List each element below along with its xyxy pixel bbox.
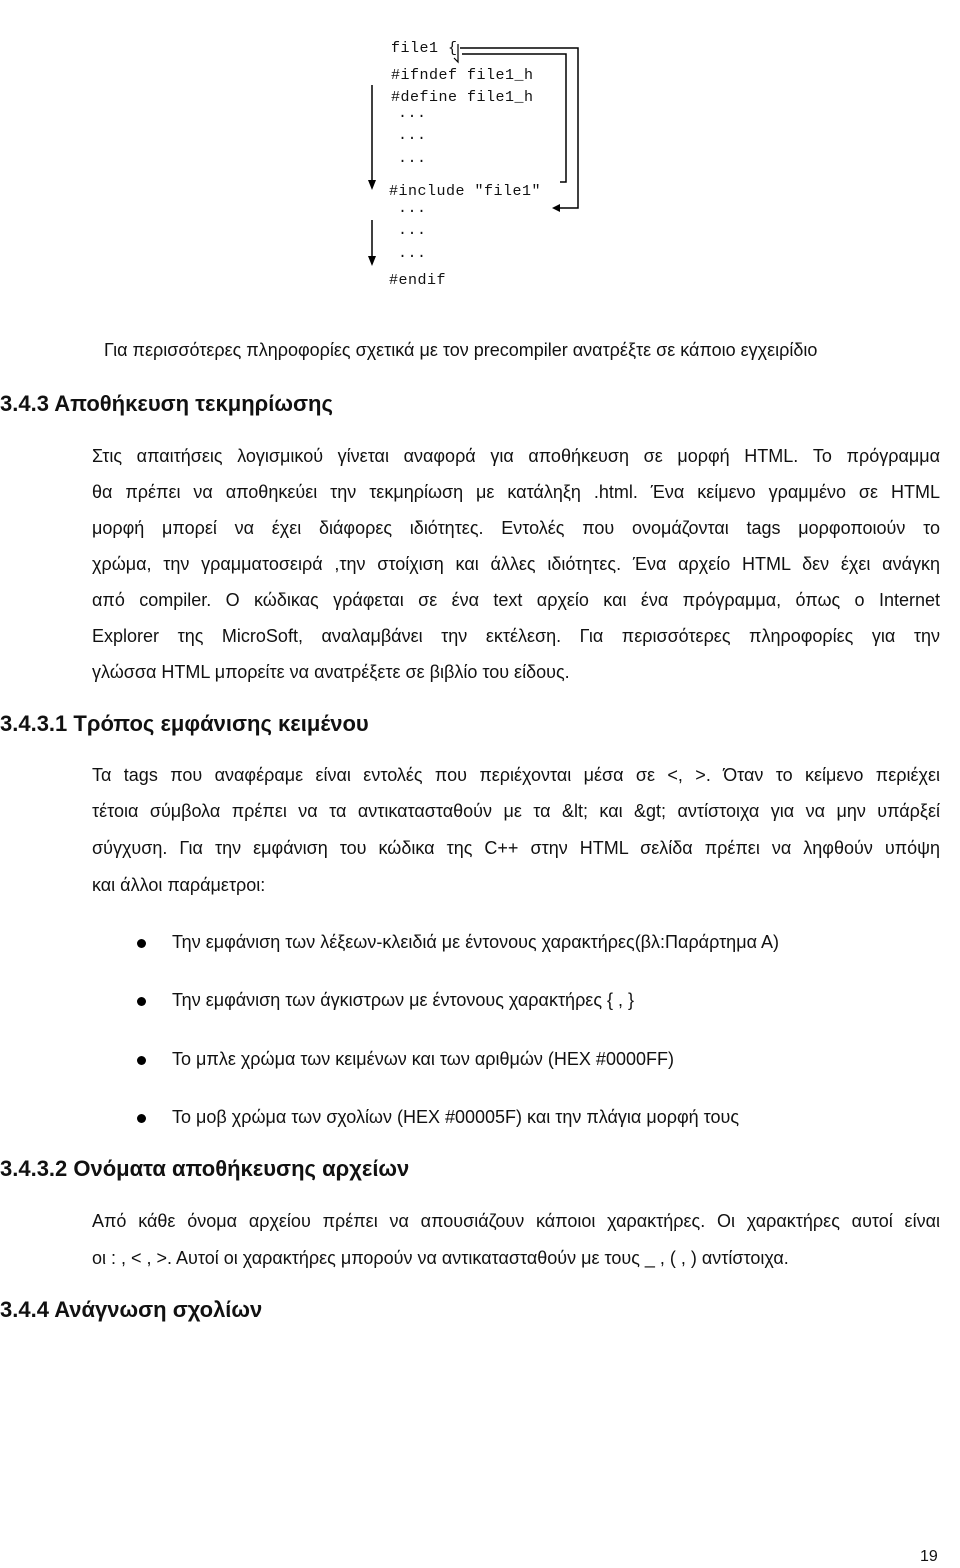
- heading-3-4-3-1: 3.4.3.1 Τρόπος εμφάνισης κειμένου: [0, 711, 369, 736]
- bullet-dot: [137, 997, 146, 1006]
- heading-3-4-3: 3.4.3 Αποθήκευση τεκμηρίωσης: [0, 391, 333, 416]
- code-dots-3: ...: [398, 150, 427, 167]
- bullet-dot: [137, 939, 146, 948]
- code-include: #include "file1": [389, 183, 542, 200]
- para-3431-line-4: και άλλοι παράμετροι:: [92, 875, 266, 895]
- bullet-item-2: [172, 990, 634, 1011]
- page-number: 19: [920, 1548, 938, 1565]
- bullet-text: Το μοβ χρώμα των σχολίων (HEX #00005F) και την πλάγια μορφή τους: [172, 1107, 740, 1127]
- intro-line: Για περισσότερες πληροφορίες σχετικά με τον precompiler ανατρέξτε σε κάποιο εγχειρίδιο: [104, 340, 818, 360]
- para-343-line-4: χρώμα, την γραμματοσειρά ,την στοίχιση και άλλες ιδιότητες. Ένα αρχείο HTML δεν έχει ανάγκη: [92, 554, 940, 574]
- arrowhead-left-2: [368, 256, 376, 266]
- heading-3-4-4: 3.4.4 Ανάγνωση σχολίων: [0, 1297, 263, 1322]
- bullet-item-3: [172, 1049, 674, 1070]
- bullet-dot: [137, 1114, 146, 1123]
- code-dots-6: ...: [398, 245, 427, 262]
- code-line-3: #define file1_h: [391, 89, 534, 106]
- para-343-line-1: Στις απαιτήσεις λογισμικού γίνεται αναφορά για αποθήκευση σε μορφή HTML. Το πρόγραμμα: [92, 446, 940, 466]
- para-343-line-7: γλώσσα HTML μπορείτε να ανατρέξετε σε βιβλίο του είδους.: [92, 662, 570, 682]
- arrowhead-left-1: [368, 180, 376, 190]
- code-line-2: #ifndef file1_h: [391, 67, 534, 84]
- para-3431-line-2: τέτοια σύμβολα πρέπει να τα αντικατασταθούν με τα &lt; και &gt; αντίστοιχα για να μην υπάρξεί: [92, 801, 940, 821]
- para-3431-line-3: σύγχυση. Για την εμφάνιση του κώδικα της C++ στην HTML σελίδα πρέπει να ληφθούν υπόψη: [92, 838, 940, 858]
- para-343-line-2: θα πρέπει να αποθηκεύει την τεκμηρίωση με κατάληξη .html. Ένα κείμενο γραμμένο σε HTML: [92, 482, 940, 502]
- para-343-line-6: Explorer της MicroSoft, αναλαμβάνει την εκτέλεση. Για περισσότερες πληροφορίες για την: [92, 626, 940, 646]
- para-3431-line-1: Τα tags που αναφέραμε είναι εντολές που περιέχονται μέσα σε <, >. Όταν το κείμενο περιέχει: [92, 765, 940, 785]
- code-dots-1: ...: [398, 105, 427, 122]
- bullet-item-1: [172, 932, 779, 953]
- para-3432-line-2: οι : , < , >. Αυτοί οι χαρακτήρες μπορούν να αντικατασταθούν με τους _ , ( , ) αντίστοιχα.: [92, 1248, 789, 1268]
- bullet-dot: [137, 1056, 146, 1065]
- bullet-item-4: [172, 1107, 739, 1128]
- para-3432-line-1: Από κάθε όνομα αρχείου πρέπει να απουσιάζουν κάποιοι χαρακτήρες. Οι χαρακτήρες αυτοί είναι: [92, 1211, 940, 1231]
- bullet-text: Την εμφάνιση των λέξεων-κλειδιά με έντονους χαρακτήρες(βλ:Παράρτημα Α): [172, 932, 779, 952]
- heading-3-4-3-2: 3.4.3.2 Ονόματα αποθήκευσης αρχείων: [0, 1156, 410, 1181]
- code-endif: #endif: [389, 272, 447, 289]
- code-dots-2: ...: [398, 127, 427, 144]
- arrowhead-include: [552, 204, 560, 212]
- bullet-text: Το μπλε χρώμα των κειμένων και των αριθμών (HEX #0000FF): [172, 1049, 674, 1069]
- code-dots-5: ...: [398, 222, 427, 239]
- bullet-text: Την εμφάνιση των άγκιστρων με έντονους χαρακτήρες { , }: [172, 990, 635, 1010]
- para-343-line-3: μορφή μπορεί να έχει διάφορες ιδιότητες. Εντολές που ονομάζονται tags μορφοποιούν το: [92, 518, 940, 538]
- code-dots-4: ...: [398, 200, 427, 217]
- para-343-line-5: από compiler. Ο κώδικας γράφεται σε ένα text αρχείο και ένα πρόγραμμα, όπως ο Internet: [92, 590, 940, 610]
- code-line-1: file1 {: [391, 40, 458, 57]
